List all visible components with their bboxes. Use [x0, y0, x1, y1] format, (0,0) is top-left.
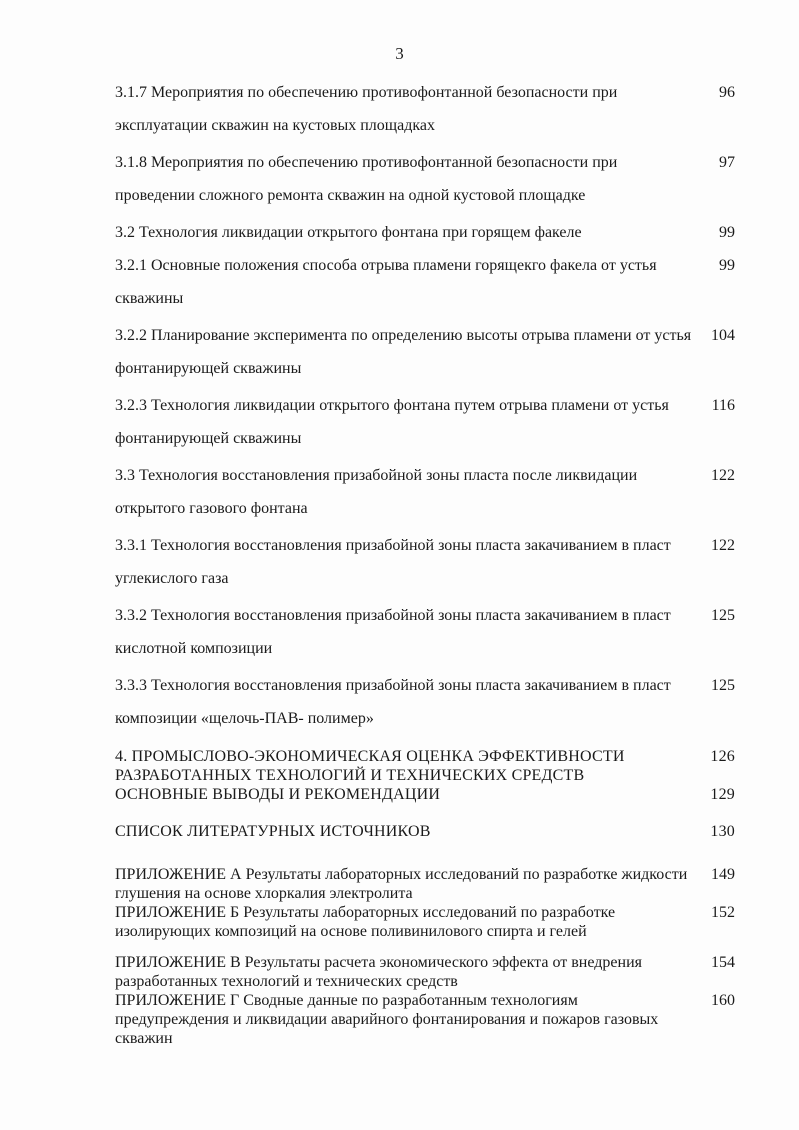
toc-entry-text: 3.2 Технология ликвидации открытого фонтана при горящем факеле	[115, 224, 582, 241]
toc-entry-conclusions	[115, 785, 745, 804]
toc-entry-text: СПИСОК ЛИТЕРАТУРНЫХ ИСТОЧНИКОВ	[115, 823, 431, 840]
toc-entry-text: 3.3.1 Технология восстановления призабойной зоны пласта закачиванием в пласт углекислого газа	[115, 537, 671, 587]
toc-entry-3-2-2	[115, 319, 745, 385]
toc-entry-text: 4. ПРОМЫСЛОВО-ЭКОНОМИЧЕСКАЯ ОЦЕНКА ЭФФЕКТИВНОСТИ РАЗРАБОТАННЫХ ТЕХНОЛОГИЙ И ТЕХНИЧЕСКИХ СРЕДСТВ	[115, 748, 625, 784]
toc-entry-page: 104	[711, 327, 735, 344]
toc-entry-text: 3.3.3 Технология восстановления призабойной зоны пласта закачиванием в пласт композиции «щелочь-ПАВ- полимер»	[115, 677, 671, 727]
toc-entry-text: 3.2.3 Технология ликвидации открытого фонтана путем отрыва пламени от устья фонтанирующей скважины	[115, 397, 669, 447]
toc-entry-text: 3.2.1 Основные положения способа отрыва пламени горящекго факела от устья скважины	[115, 257, 657, 307]
toc-entry-appendix-b	[115, 903, 745, 941]
toc-entry-3-3-1	[115, 529, 745, 595]
toc-entry-text: ПРИЛОЖЕНИЕ Б Результаты лабораторных исследований по разработке изолирующих композиций на основе поливинилового спирта и гелей	[115, 904, 616, 940]
toc-entry-page: 122	[711, 537, 735, 554]
toc-entry-page: 125	[711, 607, 735, 624]
toc-entry-page: 125	[711, 677, 735, 694]
toc-entry-3-3	[115, 459, 745, 525]
toc-entry-text: ПРИЛОЖЕНИЕ Г Сводные данные по разработанным технологиям предупреждения и ликвидации аварийного фонтанирования и пожаров газовых скважин	[115, 992, 659, 1047]
toc-entry-page: 130	[710, 823, 735, 840]
toc-entry-3-2	[115, 216, 745, 249]
toc-entry-text: 3.3 Технология восстановления призабойной зоны пласта после ликвидации открытого газового фонтана	[115, 467, 638, 517]
toc-entry-chapter-4	[115, 747, 745, 785]
toc-entry-text: 3.2.2 Планирование эксперимента по определению высоты отрыва пламени от устья фонтанирующей скважины	[115, 327, 692, 377]
toc-entry-page: 99	[719, 224, 735, 241]
toc-entry-text: 3.3.2 Технология восстановления призабойной зоны пласта закачиванием в пласт кислотной композиции	[115, 607, 671, 657]
toc-entry-3-1-8	[115, 146, 745, 212]
toc-entry-references	[115, 822, 745, 841]
toc-entry-page: 122	[711, 467, 735, 484]
toc-entry-page: 97	[719, 154, 735, 171]
toc-entry-3-2-1	[115, 249, 745, 315]
toc-entry-3-3-2	[115, 599, 745, 665]
toc-entry-page: 126	[710, 748, 735, 765]
table-of-contents	[115, 76, 745, 1048]
toc-entry-3-1-7	[115, 76, 745, 142]
toc-entry-text: 3.1.7 Мероприятия по обеспечению противофонтанной безопасности при эксплуатации скважин на кустовых площадках	[115, 84, 618, 134]
toc-entry-page: 96	[719, 84, 735, 101]
toc-entry-page: 152	[711, 904, 735, 921]
toc-entry-appendix-v	[115, 953, 745, 991]
toc-entry-page: 154	[711, 954, 735, 971]
toc-entry-text: ПРИЛОЖЕНИЕ В Результаты расчета экономического эффекта от внедрения разработанных технологий и технических средств	[115, 954, 642, 990]
toc-entry-page: 149	[711, 866, 735, 883]
page-number: 3	[395, 44, 404, 63]
toc-entry-page: 99	[719, 257, 735, 274]
toc-entry-page: 129	[710, 786, 735, 803]
toc-entry-page: 116	[711, 397, 735, 414]
toc-entry-3-3-3	[115, 669, 745, 735]
toc-entry-text: ОСНОВНЫЕ ВЫВОДЫ И РЕКОМЕНДАЦИИ	[115, 786, 441, 803]
toc-entry-appendix-a	[115, 865, 745, 903]
toc-entry-3-2-3	[115, 389, 745, 455]
toc-entry-appendix-g	[115, 991, 745, 1048]
toc-entry-text: ПРИЛОЖЕНИЕ А Результаты лабораторных исследований по разработке жидкости глушения на основе хлоркалия электролита	[115, 866, 688, 902]
toc-entry-text: 3.1.8 Мероприятия по обеспечению противофонтанной безопасности при проведении сложного ремонта скважин на одной кустовой площадке	[115, 154, 618, 204]
toc-entry-page: 160	[711, 992, 735, 1009]
